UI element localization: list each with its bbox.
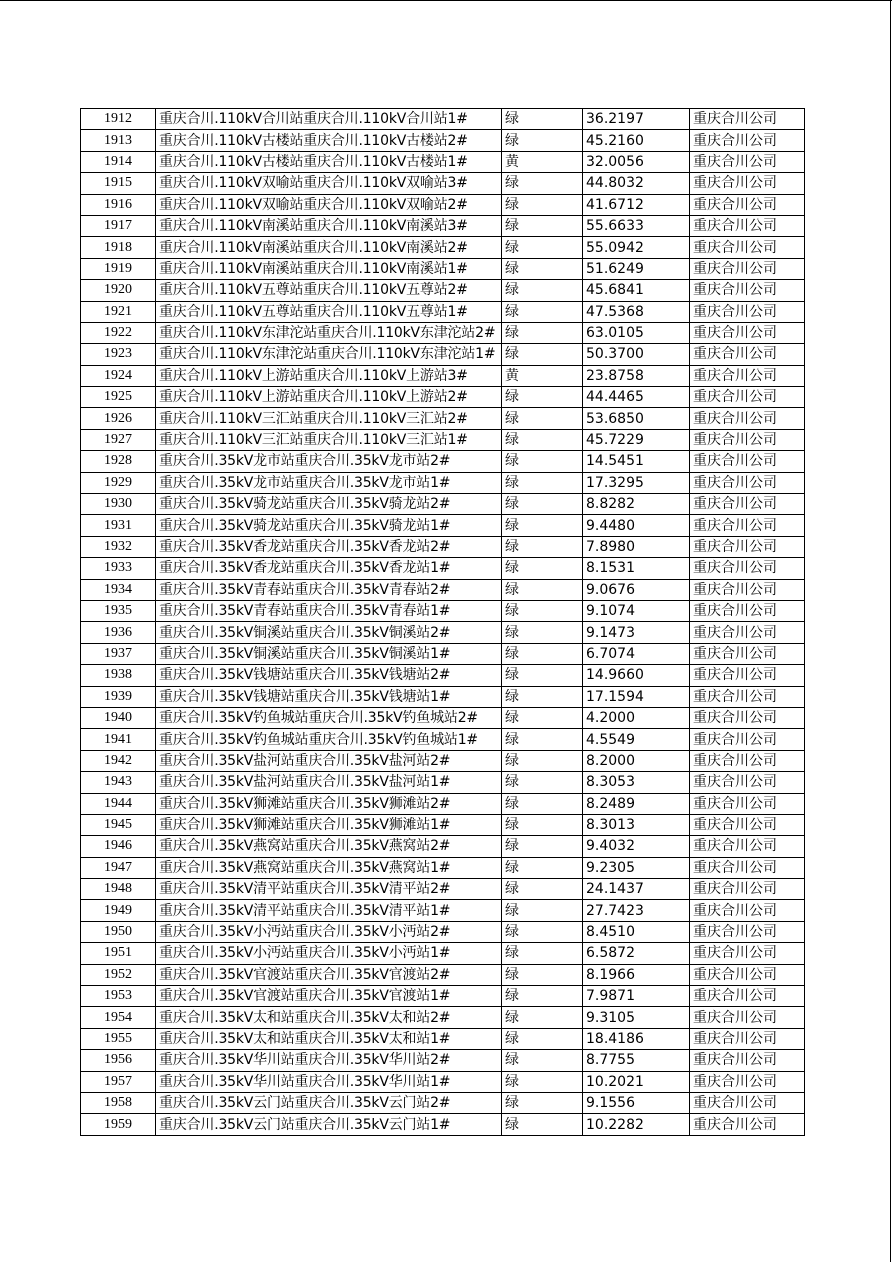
status-color-cell: 绿 xyxy=(502,515,583,536)
table-row xyxy=(81,258,805,279)
table-row xyxy=(81,322,805,343)
data-table xyxy=(80,108,805,1136)
table-row xyxy=(81,814,805,835)
row-number-cell: 1919 xyxy=(81,258,156,279)
station-name-cell: 重庆合川.35kV华川站重庆合川.35kV华川站2# xyxy=(156,1050,502,1071)
table-row xyxy=(81,429,805,450)
status-color-cell: 绿 xyxy=(502,558,583,579)
table-body xyxy=(81,109,805,1136)
row-number-cell: 1935 xyxy=(81,600,156,621)
measurement-value-cell: 44.8032 xyxy=(583,173,690,194)
company-name-cell: 重庆合川公司 xyxy=(690,109,805,130)
table-row xyxy=(81,943,805,964)
status-color-cell: 绿 xyxy=(502,900,583,921)
station-name-cell: 重庆合川.35kV燕窝站重庆合川.35kV燕窝站2# xyxy=(156,836,502,857)
company-name-cell: 重庆合川公司 xyxy=(690,387,805,408)
status-color-cell: 绿 xyxy=(502,173,583,194)
table-row xyxy=(81,921,805,942)
row-number-cell: 1939 xyxy=(81,686,156,707)
company-name-cell: 重庆合川公司 xyxy=(690,194,805,215)
station-name-cell: 重庆合川.110kV南溪站重庆合川.110kV南溪站3# xyxy=(156,215,502,236)
row-number-cell: 1915 xyxy=(81,173,156,194)
measurement-value-cell: 7.9871 xyxy=(583,986,690,1007)
station-name-cell: 重庆合川.35kV太和站重庆合川.35kV太和站2# xyxy=(156,1007,502,1028)
company-name-cell: 重庆合川公司 xyxy=(690,301,805,322)
status-color-cell: 绿 xyxy=(502,793,583,814)
station-name-cell: 重庆合川.35kV华川站重庆合川.35kV华川站1# xyxy=(156,1071,502,1092)
table-row xyxy=(81,986,805,1007)
row-number-cell: 1948 xyxy=(81,879,156,900)
row-number-cell: 1914 xyxy=(81,151,156,172)
measurement-value-cell: 9.1556 xyxy=(583,1092,690,1113)
table-row xyxy=(81,1071,805,1092)
status-color-cell: 绿 xyxy=(502,1092,583,1113)
company-name-cell: 重庆合川公司 xyxy=(690,344,805,365)
measurement-value-cell: 45.2160 xyxy=(583,130,690,151)
measurement-value-cell: 41.6712 xyxy=(583,194,690,215)
company-name-cell: 重庆合川公司 xyxy=(690,814,805,835)
status-color-cell: 绿 xyxy=(502,622,583,643)
table-row xyxy=(81,643,805,664)
status-color-cell: 绿 xyxy=(502,301,583,322)
table-row xyxy=(81,536,805,557)
row-number-cell: 1917 xyxy=(81,215,156,236)
row-number-cell: 1936 xyxy=(81,622,156,643)
status-color-cell: 绿 xyxy=(502,215,583,236)
company-name-cell: 重庆合川公司 xyxy=(690,1092,805,1113)
table-row xyxy=(81,558,805,579)
row-number-cell: 1932 xyxy=(81,536,156,557)
status-color-cell: 绿 xyxy=(502,1050,583,1071)
station-name-cell: 重庆合川.35kV铜溪站重庆合川.35kV铜溪站2# xyxy=(156,622,502,643)
status-color-cell: 绿 xyxy=(502,472,583,493)
row-number-cell: 1958 xyxy=(81,1092,156,1113)
row-number-cell: 1952 xyxy=(81,964,156,985)
table-row xyxy=(81,772,805,793)
company-name-cell: 重庆合川公司 xyxy=(690,322,805,343)
station-name-cell: 重庆合川.35kV云门站重庆合川.35kV云门站2# xyxy=(156,1092,502,1113)
row-number-cell: 1947 xyxy=(81,857,156,878)
station-name-cell: 重庆合川.110kV古楼站重庆合川.110kV古楼站2# xyxy=(156,130,502,151)
row-number-cell: 1926 xyxy=(81,408,156,429)
table-row xyxy=(81,1050,805,1071)
table-row xyxy=(81,301,805,322)
table-row xyxy=(81,1114,805,1135)
row-number-cell: 1953 xyxy=(81,986,156,1007)
status-color-cell: 绿 xyxy=(502,729,583,750)
status-color-cell: 绿 xyxy=(502,879,583,900)
row-number-cell: 1945 xyxy=(81,814,156,835)
table-row xyxy=(81,707,805,728)
status-color-cell: 绿 xyxy=(502,579,583,600)
measurement-value-cell: 9.3105 xyxy=(583,1007,690,1028)
company-name-cell: 重庆合川公司 xyxy=(690,943,805,964)
company-name-cell: 重庆合川公司 xyxy=(690,151,805,172)
measurement-value-cell: 9.4032 xyxy=(583,836,690,857)
company-name-cell: 重庆合川公司 xyxy=(690,600,805,621)
measurement-value-cell: 4.2000 xyxy=(583,707,690,728)
company-name-cell: 重庆合川公司 xyxy=(690,686,805,707)
row-number-cell: 1957 xyxy=(81,1071,156,1092)
row-number-cell: 1949 xyxy=(81,900,156,921)
station-name-cell: 重庆合川.110kV古楼站重庆合川.110kV古楼站1# xyxy=(156,151,502,172)
measurement-value-cell: 17.1594 xyxy=(583,686,690,707)
table-row xyxy=(81,729,805,750)
row-number-cell: 1944 xyxy=(81,793,156,814)
status-color-cell: 绿 xyxy=(502,451,583,472)
table-row xyxy=(81,494,805,515)
table-row xyxy=(81,173,805,194)
table-row xyxy=(81,600,805,621)
station-name-cell: 重庆合川.110kV三汇站重庆合川.110kV三汇站2# xyxy=(156,408,502,429)
measurement-value-cell: 44.4465 xyxy=(583,387,690,408)
table-row xyxy=(81,857,805,878)
row-number-cell: 1931 xyxy=(81,515,156,536)
station-name-cell: 重庆合川.35kV盐河站重庆合川.35kV盐河站1# xyxy=(156,772,502,793)
status-color-cell: 绿 xyxy=(502,109,583,130)
station-name-cell: 重庆合川.35kV钱塘站重庆合川.35kV钱塘站2# xyxy=(156,665,502,686)
table-row xyxy=(81,365,805,386)
station-name-cell: 重庆合川.35kV香龙站重庆合川.35kV香龙站1# xyxy=(156,558,502,579)
company-name-cell: 重庆合川公司 xyxy=(690,215,805,236)
company-name-cell: 重庆合川公司 xyxy=(690,1028,805,1049)
station-name-cell: 重庆合川.35kV香龙站重庆合川.35kV香龙站2# xyxy=(156,536,502,557)
status-color-cell: 绿 xyxy=(502,494,583,515)
status-color-cell: 绿 xyxy=(502,836,583,857)
row-number-cell: 1925 xyxy=(81,387,156,408)
row-number-cell: 1942 xyxy=(81,750,156,771)
station-name-cell: 重庆合川.35kV小沔站重庆合川.35kV小沔站1# xyxy=(156,943,502,964)
company-name-cell: 重庆合川公司 xyxy=(690,472,805,493)
measurement-value-cell: 9.1074 xyxy=(583,600,690,621)
measurement-value-cell: 7.8980 xyxy=(583,536,690,557)
company-name-cell: 重庆合川公司 xyxy=(690,879,805,900)
row-number-cell: 1922 xyxy=(81,322,156,343)
station-name-cell: 重庆合川.35kV青春站重庆合川.35kV青春站1# xyxy=(156,600,502,621)
status-color-cell: 黄 xyxy=(502,151,583,172)
measurement-value-cell: 53.6850 xyxy=(583,408,690,429)
station-name-cell: 重庆合川.35kV盐河站重庆合川.35kV盐河站2# xyxy=(156,750,502,771)
table-row xyxy=(81,387,805,408)
table-row xyxy=(81,109,805,130)
measurement-value-cell: 6.5872 xyxy=(583,943,690,964)
company-name-cell: 重庆合川公司 xyxy=(690,515,805,536)
company-name-cell: 重庆合川公司 xyxy=(690,707,805,728)
station-name-cell: 重庆合川.110kV东津沱站重庆合川.110kV东津沱站1# xyxy=(156,344,502,365)
table-row xyxy=(81,879,805,900)
row-number-cell: 1927 xyxy=(81,429,156,450)
measurement-value-cell: 14.5451 xyxy=(583,451,690,472)
measurement-value-cell: 9.0676 xyxy=(583,579,690,600)
table-row xyxy=(81,964,805,985)
status-color-cell: 绿 xyxy=(502,1114,583,1135)
row-number-cell: 1940 xyxy=(81,707,156,728)
measurement-value-cell: 6.7074 xyxy=(583,643,690,664)
row-number-cell: 1954 xyxy=(81,1007,156,1028)
status-color-cell: 绿 xyxy=(502,1028,583,1049)
measurement-value-cell: 8.2489 xyxy=(583,793,690,814)
row-number-cell: 1951 xyxy=(81,943,156,964)
station-name-cell: 重庆合川.35kV铜溪站重庆合川.35kV铜溪站1# xyxy=(156,643,502,664)
measurement-value-cell: 8.1966 xyxy=(583,964,690,985)
measurement-value-cell: 51.6249 xyxy=(583,258,690,279)
company-name-cell: 重庆合川公司 xyxy=(690,365,805,386)
row-number-cell: 1930 xyxy=(81,494,156,515)
status-color-cell: 绿 xyxy=(502,857,583,878)
measurement-value-cell: 8.8282 xyxy=(583,494,690,515)
status-color-cell: 绿 xyxy=(502,237,583,258)
measurement-value-cell: 47.5368 xyxy=(583,301,690,322)
status-color-cell: 绿 xyxy=(502,408,583,429)
row-number-cell: 1950 xyxy=(81,921,156,942)
station-name-cell: 重庆合川.35kV官渡站重庆合川.35kV官渡站1# xyxy=(156,986,502,1007)
company-name-cell: 重庆合川公司 xyxy=(690,986,805,1007)
company-name-cell: 重庆合川公司 xyxy=(690,173,805,194)
measurement-value-cell: 8.3053 xyxy=(583,772,690,793)
company-name-cell: 重庆合川公司 xyxy=(690,1050,805,1071)
station-name-cell: 重庆合川.35kV骑龙站重庆合川.35kV骑龙站2# xyxy=(156,494,502,515)
company-name-cell: 重庆合川公司 xyxy=(690,750,805,771)
row-number-cell: 1913 xyxy=(81,130,156,151)
company-name-cell: 重庆合川公司 xyxy=(690,258,805,279)
company-name-cell: 重庆合川公司 xyxy=(690,237,805,258)
station-name-cell: 重庆合川.110kV五尊站重庆合川.110kV五尊站1# xyxy=(156,301,502,322)
station-name-cell: 重庆合川.110kV五尊站重庆合川.110kV五尊站2# xyxy=(156,280,502,301)
row-number-cell: 1929 xyxy=(81,472,156,493)
status-color-cell: 绿 xyxy=(502,536,583,557)
station-name-cell: 重庆合川.35kV清平站重庆合川.35kV清平站2# xyxy=(156,879,502,900)
status-color-cell: 绿 xyxy=(502,750,583,771)
table-row xyxy=(81,451,805,472)
measurement-value-cell: 55.0942 xyxy=(583,237,690,258)
table-row xyxy=(81,793,805,814)
measurement-value-cell: 9.1473 xyxy=(583,622,690,643)
table-row xyxy=(81,130,805,151)
table-row xyxy=(81,472,805,493)
company-name-cell: 重庆合川公司 xyxy=(690,494,805,515)
status-color-cell: 绿 xyxy=(502,814,583,835)
measurement-value-cell: 23.8758 xyxy=(583,365,690,386)
row-number-cell: 1956 xyxy=(81,1050,156,1071)
table-row xyxy=(81,686,805,707)
measurement-value-cell: 45.7229 xyxy=(583,429,690,450)
measurement-value-cell: 8.2000 xyxy=(583,750,690,771)
table-row xyxy=(81,151,805,172)
page-right-border xyxy=(890,0,891,1262)
table-row xyxy=(81,344,805,365)
table-row xyxy=(81,194,805,215)
row-number-cell: 1959 xyxy=(81,1114,156,1135)
row-number-cell: 1912 xyxy=(81,109,156,130)
status-color-cell: 绿 xyxy=(502,600,583,621)
measurement-value-cell: 55.6633 xyxy=(583,215,690,236)
station-name-cell: 重庆合川.35kV官渡站重庆合川.35kV官渡站2# xyxy=(156,964,502,985)
station-name-cell: 重庆合川.35kV小沔站重庆合川.35kV小沔站2# xyxy=(156,921,502,942)
measurement-value-cell: 9.2305 xyxy=(583,857,690,878)
status-color-cell: 绿 xyxy=(502,772,583,793)
measurement-value-cell: 32.0056 xyxy=(583,151,690,172)
status-color-cell: 绿 xyxy=(502,130,583,151)
station-name-cell: 重庆合川.110kV东津沱站重庆合川.110kV东津沱站2# xyxy=(156,322,502,343)
table-row xyxy=(81,750,805,771)
row-number-cell: 1921 xyxy=(81,301,156,322)
table-row xyxy=(81,665,805,686)
status-color-cell: 绿 xyxy=(502,686,583,707)
measurement-value-cell: 9.4480 xyxy=(583,515,690,536)
row-number-cell: 1928 xyxy=(81,451,156,472)
measurement-value-cell: 27.7423 xyxy=(583,900,690,921)
company-name-cell: 重庆合川公司 xyxy=(690,1007,805,1028)
station-name-cell: 重庆合川.110kV双喻站重庆合川.110kV双喻站3# xyxy=(156,173,502,194)
company-name-cell: 重庆合川公司 xyxy=(690,579,805,600)
measurement-value-cell: 8.7755 xyxy=(583,1050,690,1071)
table-row xyxy=(81,237,805,258)
measurement-value-cell: 50.3700 xyxy=(583,344,690,365)
station-name-cell: 重庆合川.110kV南溪站重庆合川.110kV南溪站1# xyxy=(156,258,502,279)
row-number-cell: 1937 xyxy=(81,643,156,664)
company-name-cell: 重庆合川公司 xyxy=(690,429,805,450)
row-number-cell: 1920 xyxy=(81,280,156,301)
station-name-cell: 重庆合川.35kV青春站重庆合川.35kV青春站2# xyxy=(156,579,502,600)
table-row xyxy=(81,1007,805,1028)
status-color-cell: 绿 xyxy=(502,665,583,686)
row-number-cell: 1916 xyxy=(81,194,156,215)
table-row xyxy=(81,579,805,600)
station-name-cell: 重庆合川.35kV燕窝站重庆合川.35kV燕窝站1# xyxy=(156,857,502,878)
status-color-cell: 绿 xyxy=(502,1071,583,1092)
row-number-cell: 1934 xyxy=(81,579,156,600)
company-name-cell: 重庆合川公司 xyxy=(690,964,805,985)
table-row xyxy=(81,900,805,921)
station-name-cell: 重庆合川.35kV狮滩站重庆合川.35kV狮滩站1# xyxy=(156,814,502,835)
table-row xyxy=(81,408,805,429)
measurement-value-cell: 14.9660 xyxy=(583,665,690,686)
company-name-cell: 重庆合川公司 xyxy=(690,729,805,750)
status-color-cell: 绿 xyxy=(502,964,583,985)
company-name-cell: 重庆合川公司 xyxy=(690,857,805,878)
company-name-cell: 重庆合川公司 xyxy=(690,558,805,579)
company-name-cell: 重庆合川公司 xyxy=(690,280,805,301)
row-number-cell: 1955 xyxy=(81,1028,156,1049)
station-name-cell: 重庆合川.35kV钱塘站重庆合川.35kV钱塘站1# xyxy=(156,686,502,707)
station-name-cell: 重庆合川.35kV云门站重庆合川.35kV云门站1# xyxy=(156,1114,502,1135)
company-name-cell: 重庆合川公司 xyxy=(690,451,805,472)
measurement-value-cell: 4.5549 xyxy=(583,729,690,750)
table-row xyxy=(81,622,805,643)
station-name-cell: 重庆合川.110kV上游站重庆合川.110kV上游站3# xyxy=(156,365,502,386)
station-name-cell: 重庆合川.35kV清平站重庆合川.35kV清平站1# xyxy=(156,900,502,921)
status-color-cell: 绿 xyxy=(502,387,583,408)
table-row xyxy=(81,1092,805,1113)
company-name-cell: 重庆合川公司 xyxy=(690,921,805,942)
page-top-border xyxy=(0,0,892,1)
measurement-value-cell: 10.2282 xyxy=(583,1114,690,1135)
row-number-cell: 1933 xyxy=(81,558,156,579)
company-name-cell: 重庆合川公司 xyxy=(690,408,805,429)
table-row xyxy=(81,215,805,236)
company-name-cell: 重庆合川公司 xyxy=(690,665,805,686)
status-color-cell: 绿 xyxy=(502,707,583,728)
company-name-cell: 重庆合川公司 xyxy=(690,900,805,921)
status-color-cell: 绿 xyxy=(502,429,583,450)
company-name-cell: 重庆合川公司 xyxy=(690,643,805,664)
station-name-cell: 重庆合川.35kV钓鱼城站重庆合川.35kV钓鱼城站1# xyxy=(156,729,502,750)
company-name-cell: 重庆合川公司 xyxy=(690,1071,805,1092)
status-color-cell: 绿 xyxy=(502,194,583,215)
company-name-cell: 重庆合川公司 xyxy=(690,772,805,793)
status-color-cell: 黄 xyxy=(502,365,583,386)
status-color-cell: 绿 xyxy=(502,322,583,343)
measurement-value-cell: 8.1531 xyxy=(583,558,690,579)
station-name-cell: 重庆合川.110kV南溪站重庆合川.110kV南溪站2# xyxy=(156,237,502,258)
row-number-cell: 1923 xyxy=(81,344,156,365)
station-name-cell: 重庆合川.110kV双喻站重庆合川.110kV双喻站2# xyxy=(156,194,502,215)
table-row xyxy=(81,515,805,536)
status-color-cell: 绿 xyxy=(502,280,583,301)
station-name-cell: 重庆合川.110kV上游站重庆合川.110kV上游站2# xyxy=(156,387,502,408)
status-color-cell: 绿 xyxy=(502,258,583,279)
measurement-value-cell: 18.4186 xyxy=(583,1028,690,1049)
measurement-value-cell: 36.2197 xyxy=(583,109,690,130)
row-number-cell: 1924 xyxy=(81,365,156,386)
row-number-cell: 1941 xyxy=(81,729,156,750)
status-color-cell: 绿 xyxy=(502,986,583,1007)
measurement-value-cell: 8.3013 xyxy=(583,814,690,835)
table-row xyxy=(81,1028,805,1049)
status-color-cell: 绿 xyxy=(502,1007,583,1028)
row-number-cell: 1943 xyxy=(81,772,156,793)
table-row xyxy=(81,836,805,857)
table-row xyxy=(81,280,805,301)
company-name-cell: 重庆合川公司 xyxy=(690,130,805,151)
row-number-cell: 1946 xyxy=(81,836,156,857)
status-color-cell: 绿 xyxy=(502,344,583,365)
station-name-cell: 重庆合川.35kV狮滩站重庆合川.35kV狮滩站2# xyxy=(156,793,502,814)
measurement-value-cell: 17.3295 xyxy=(583,472,690,493)
measurement-value-cell: 8.4510 xyxy=(583,921,690,942)
company-name-cell: 重庆合川公司 xyxy=(690,536,805,557)
status-color-cell: 绿 xyxy=(502,643,583,664)
station-name-cell: 重庆合川.35kV钓鱼城站重庆合川.35kV钓鱼城站2# xyxy=(156,707,502,728)
station-name-cell: 重庆合川.35kV龙市站重庆合川.35kV龙市站1# xyxy=(156,472,502,493)
measurement-value-cell: 45.6841 xyxy=(583,280,690,301)
station-name-cell: 重庆合川.35kV龙市站重庆合川.35kV龙市站2# xyxy=(156,451,502,472)
measurement-value-cell: 24.1437 xyxy=(583,879,690,900)
station-name-cell: 重庆合川.110kV合川站重庆合川.110kV合川站1# xyxy=(156,109,502,130)
company-name-cell: 重庆合川公司 xyxy=(690,622,805,643)
station-name-cell: 重庆合川.35kV骑龙站重庆合川.35kV骑龙站1# xyxy=(156,515,502,536)
status-color-cell: 绿 xyxy=(502,943,583,964)
measurement-value-cell: 10.2021 xyxy=(583,1071,690,1092)
measurement-value-cell: 63.0105 xyxy=(583,322,690,343)
company-name-cell: 重庆合川公司 xyxy=(690,836,805,857)
company-name-cell: 重庆合川公司 xyxy=(690,793,805,814)
station-name-cell: 重庆合川.35kV太和站重庆合川.35kV太和站1# xyxy=(156,1028,502,1049)
company-name-cell: 重庆合川公司 xyxy=(690,1114,805,1135)
station-name-cell: 重庆合川.110kV三汇站重庆合川.110kV三汇站1# xyxy=(156,429,502,450)
row-number-cell: 1938 xyxy=(81,665,156,686)
status-color-cell: 绿 xyxy=(502,921,583,942)
row-number-cell: 1918 xyxy=(81,237,156,258)
